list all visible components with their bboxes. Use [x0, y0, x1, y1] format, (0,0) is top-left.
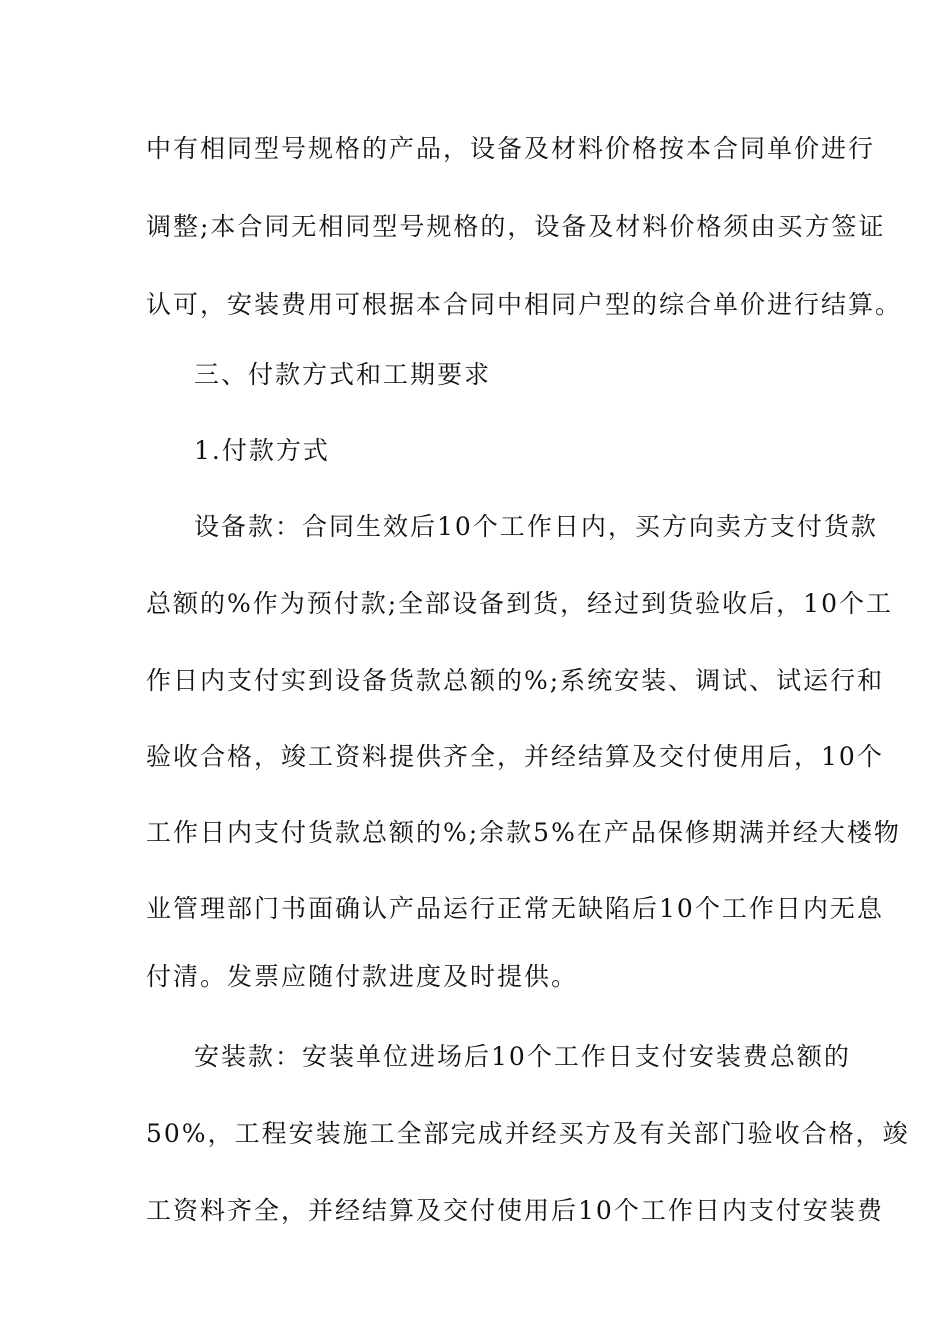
subsection-heading: 1.付款方式 — [194, 436, 330, 465]
paragraph-line: 安装款：安装单位进场后10个工作日支付安装费总额的 — [194, 1042, 851, 1071]
paragraph-line: 认可，安装费用可根据本合同中相同户型的综合单价进行结算。 — [146, 290, 903, 319]
paragraph-line: 50%，工程安装施工全部完成并经买方及有关部门验收合格，竣 — [146, 1119, 910, 1148]
paragraph-line: 总额的%作为预付款;全部设备到货，经过到货验收后，10个工 — [146, 589, 893, 618]
paragraph-line: 工资料齐全，并经结算及交付使用后10个工作日内支付安装费 — [146, 1196, 884, 1225]
paragraph-line: 验收合格，竣工资料提供齐全，并经结算及交付使用后，10个 — [146, 742, 884, 771]
paragraph-line: 工作日内支付货款总额的%;余款5%在产品保修期满并经大楼物 — [146, 818, 901, 847]
paragraph-line: 作日内支付实到设备货款总额的%;系统安装、调试、试运行和 — [146, 666, 885, 695]
paragraph-line: 调整;本合同无相同型号规格的，设备及材料价格须由买方签证 — [146, 212, 886, 241]
paragraph-line: 设备款：合同生效后10个工作日内，买方向卖方支付货款 — [194, 512, 878, 541]
paragraph-line: 中有相同型号规格的产品，设备及材料价格按本合同单价进行 — [146, 134, 876, 163]
paragraph-line: 付清。发票应随付款进度及时提供。 — [146, 962, 579, 991]
paragraph-line: 业管理部门书面确认产品运行正常无缺陷后10个工作日内无息 — [146, 894, 884, 923]
section-heading: 三、付款方式和工期要求 — [194, 360, 492, 389]
